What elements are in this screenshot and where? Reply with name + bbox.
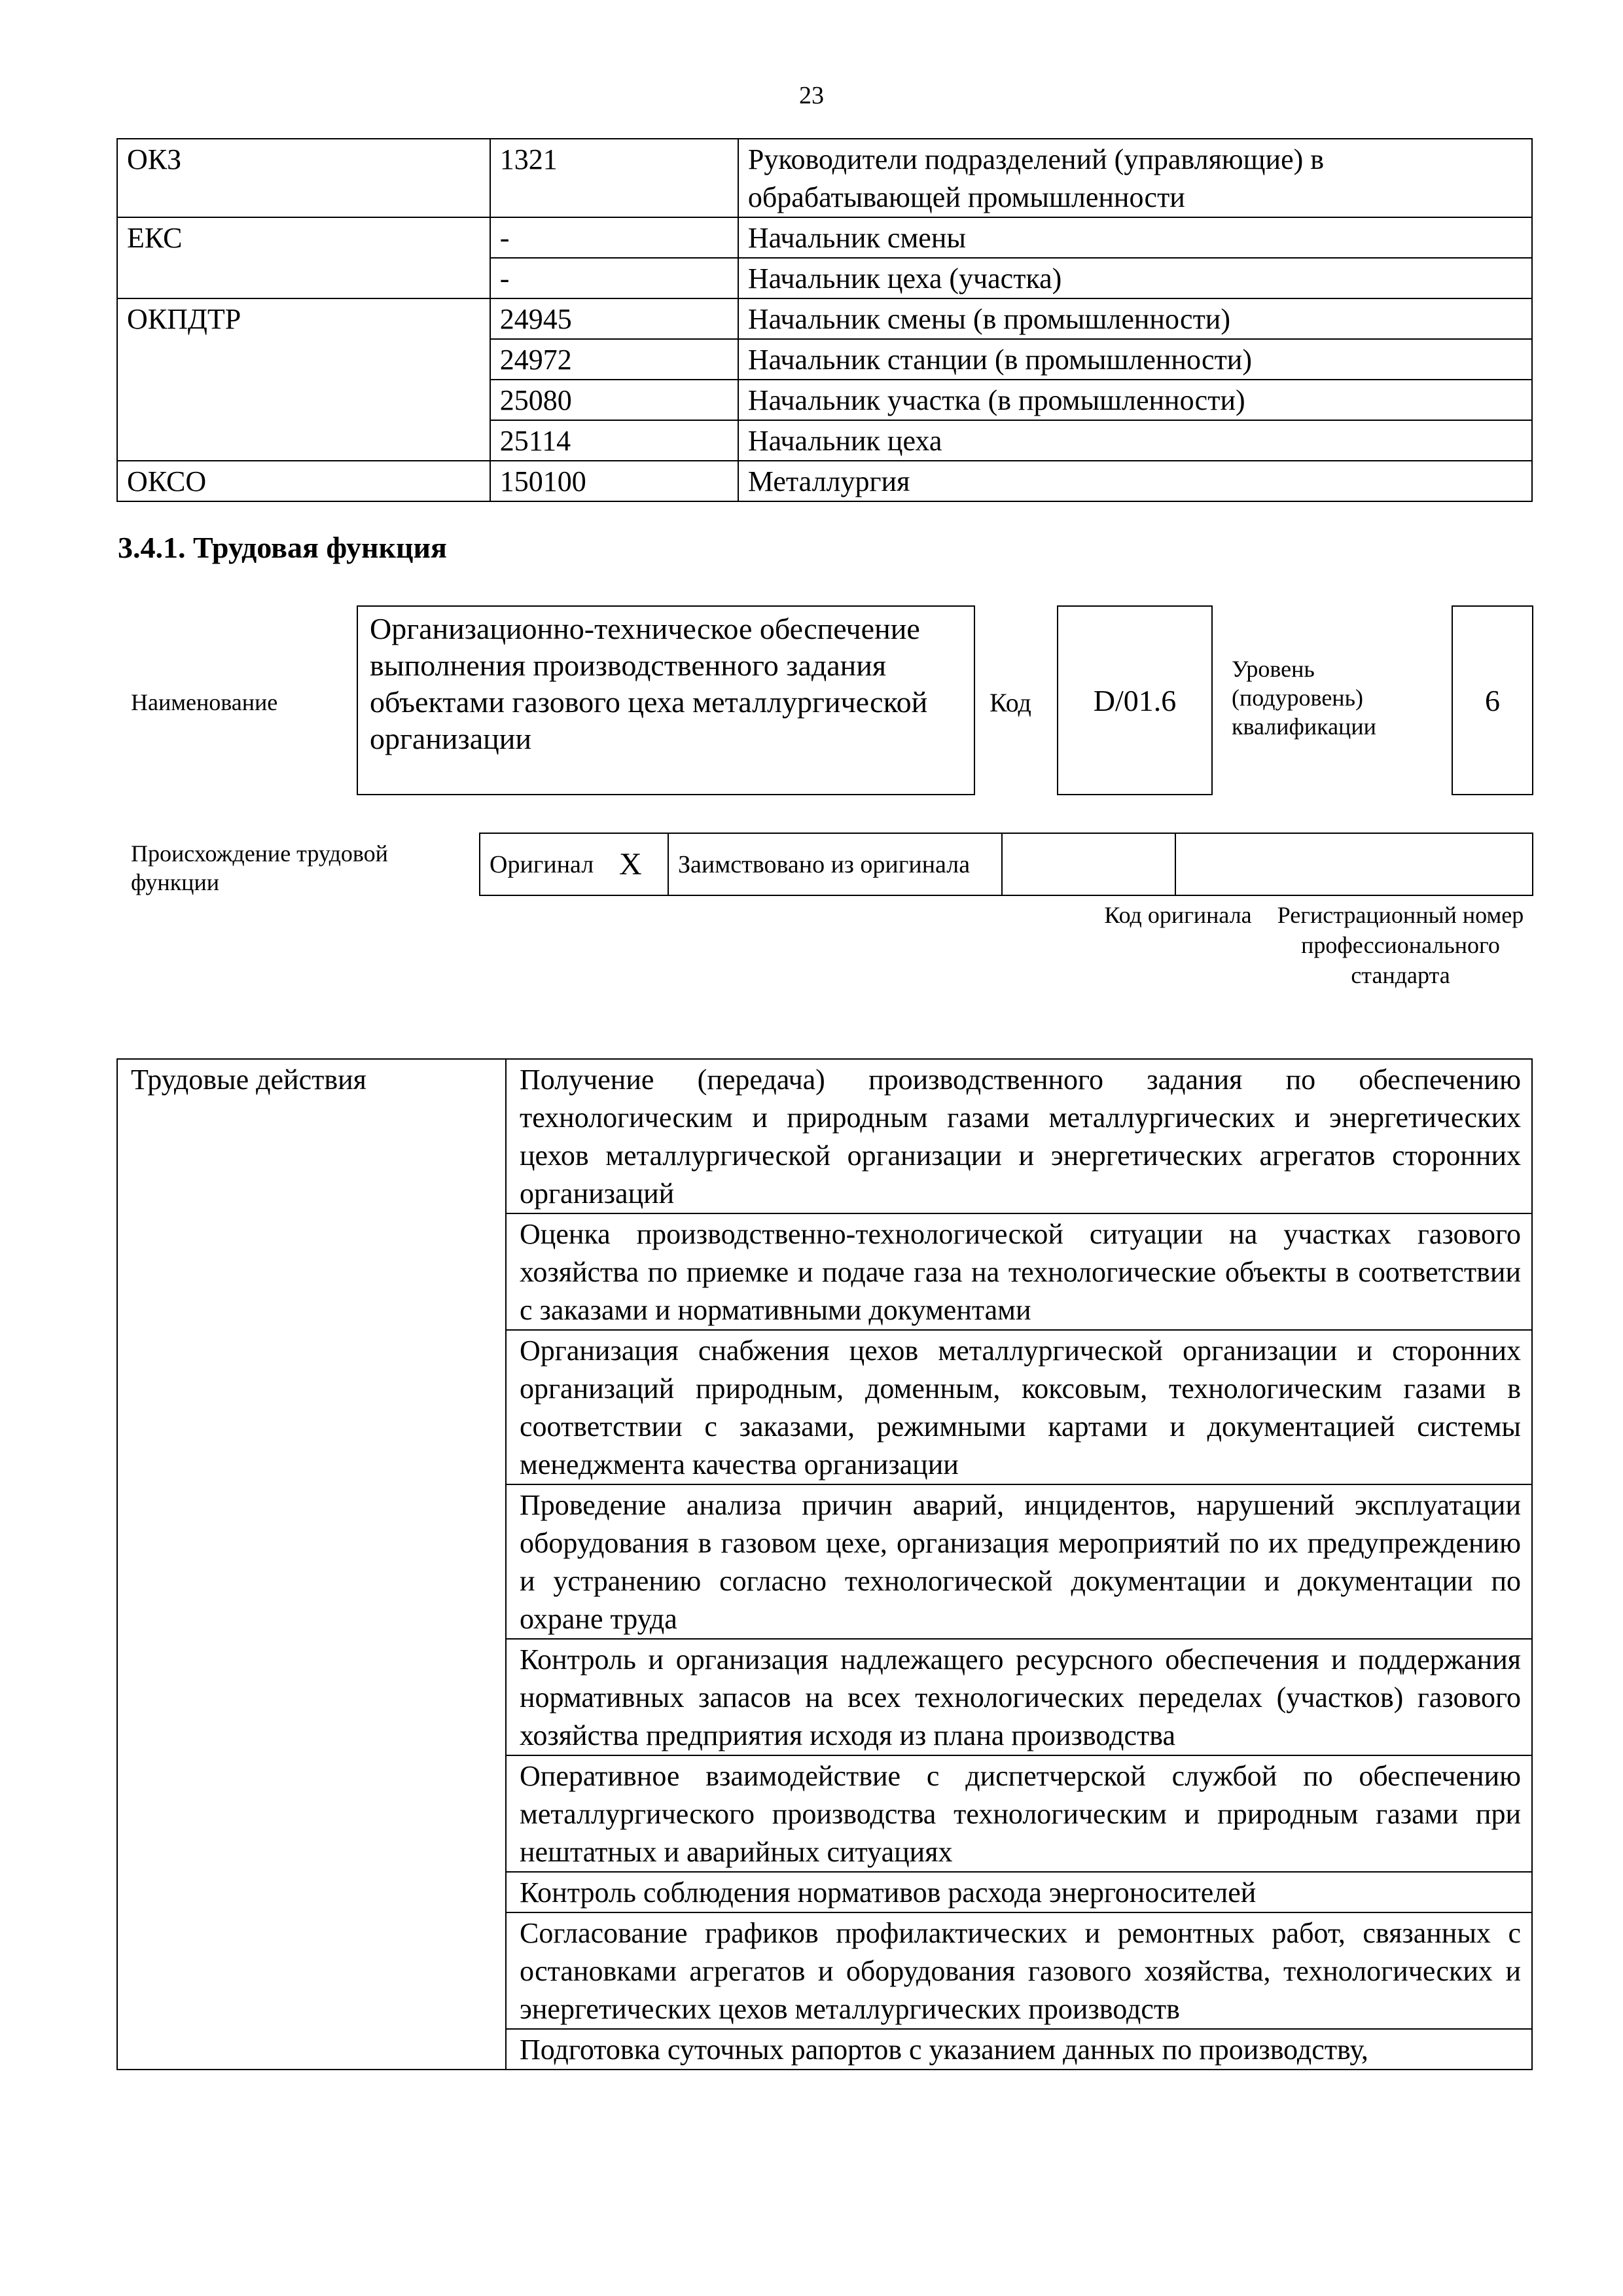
classification-table (116, 138, 1533, 502)
code-cell: 25114 (490, 420, 738, 461)
code-type-cell: ОКПДТР (117, 298, 490, 339)
code-original-caption: Код оригинала (1104, 902, 1252, 928)
table-row (117, 217, 1532, 258)
code-cell: - (490, 217, 738, 258)
table-row (117, 139, 1532, 217)
action-item: Получение (передача) производственного задания по обеспечению технологическим и природным газами металлургических и энергетических цехов металлургической организации и энергетических агрегатов сторонних организаций (506, 1059, 1532, 1213)
page-number: 23 (799, 82, 824, 109)
name-cell: Металлургия (738, 461, 1532, 501)
name-cell: Начальник смены (в промышленности) (738, 298, 1532, 339)
labor-actions-table (116, 1058, 1533, 2070)
name-cell: Руководители подразделений (управляющие) в обрабатывающей промышленности (738, 139, 1532, 217)
code-type-cell: ЕКС (117, 217, 490, 258)
reg-number-caption: Регистрационный номер профессионального стандарта (1277, 902, 1524, 988)
action-item: Контроль и организация надлежащего ресурсного обеспечения и поддержания нормативных запасов на всех технологических переделах (участков) газового хозяйства предприятия исходя из плана производства (506, 1639, 1532, 1755)
name-cell: Начальник цеха (738, 420, 1532, 461)
code-type-cell: ОКЗ (117, 139, 490, 217)
action-item: Организация снабжения цехов металлургической организации и сторонних организаций природным, доменным, коксовым, технологическим газами в соответствии с заказами, режимными картами и документацией системы менеджмента качества организации (506, 1330, 1532, 1484)
action-item: Согласование графиков профилактических и ремонтных работ, связанных с остановками агрегатов и оборудования газового хозяйства, технологических и энергетических цехов металлургических производств (506, 1912, 1532, 2029)
code-type-cell (117, 380, 490, 420)
code-cell: - (490, 258, 738, 298)
name-cell: Начальник смены (738, 217, 1532, 258)
table-row (117, 339, 1532, 380)
table-row (480, 833, 1533, 895)
origin-table (479, 833, 1533, 896)
level-label: Уровень (подуровень) квалификации (1232, 656, 1376, 740)
original-mark: X (610, 833, 668, 895)
qualification-level: 6 (1452, 605, 1533, 795)
table-row (117, 1059, 1532, 1213)
original-code-cell (1002, 833, 1175, 895)
name-cell: Начальник цеха (участка) (738, 258, 1532, 298)
section-title: 3.4.1. Трудовая функция (118, 531, 447, 564)
action-item: Проведение анализа причин аварий, инцидентов, нарушений эксплуатации оборудования в газовом цехе, организация мероприятий по их предупреждению и устранению согласно технологической документации и документации по охране труда (506, 1484, 1532, 1639)
function-name: Организационно-техническое обеспечение выполнения производственного задания объектами газового цеха металлургической организации (357, 605, 975, 795)
table-row (117, 258, 1532, 298)
code-cell: 24945 (490, 298, 738, 339)
table-row (117, 380, 1532, 420)
code-type-cell: ОКСО (117, 461, 490, 501)
code-type-cell (117, 420, 490, 461)
code-cell: 24972 (490, 339, 738, 380)
table-row (117, 298, 1532, 339)
action-item: Оперативное взаимодействие с диспетчерской службой по обеспечению металлургического производства технологическим и природным газами при нештатных и аварийных ситуациях (506, 1755, 1532, 1872)
name-cell: Начальник участка (в промышленности) (738, 380, 1532, 420)
action-item: Оценка производственно-технологической ситуации на участках газового хозяйства по приемке и подаче газа на технологические объекты в соответствии с заказами и нормативными документами (506, 1213, 1532, 1330)
code-type-cell (117, 258, 490, 298)
code-cell: 25080 (490, 380, 738, 420)
code-cell: 150100 (490, 461, 738, 501)
name-cell: Начальник станции (в промышленности) (738, 339, 1532, 380)
borrowed-label: Заимствовано из оригинала (668, 833, 1002, 895)
original-label: Оригинал (480, 833, 610, 895)
name-label: Наименование (131, 689, 278, 715)
reg-number-cell (1175, 833, 1533, 895)
code-type-cell (117, 339, 490, 380)
code-cell: 1321 (490, 139, 738, 217)
action-item: Контроль соблюдения нормативов расхода энергоносителей (506, 1872, 1532, 1912)
table-row (117, 461, 1532, 501)
origin-label: Происхождение трудовой функции (131, 840, 388, 895)
action-item: Подготовка суточных рапортов с указанием данных по производству, (506, 2029, 1532, 2070)
actions-label: Трудовые действия (117, 1059, 506, 2070)
table-row (117, 420, 1532, 461)
code-label: Код (990, 688, 1031, 717)
function-code: D/01.6 (1057, 605, 1213, 795)
